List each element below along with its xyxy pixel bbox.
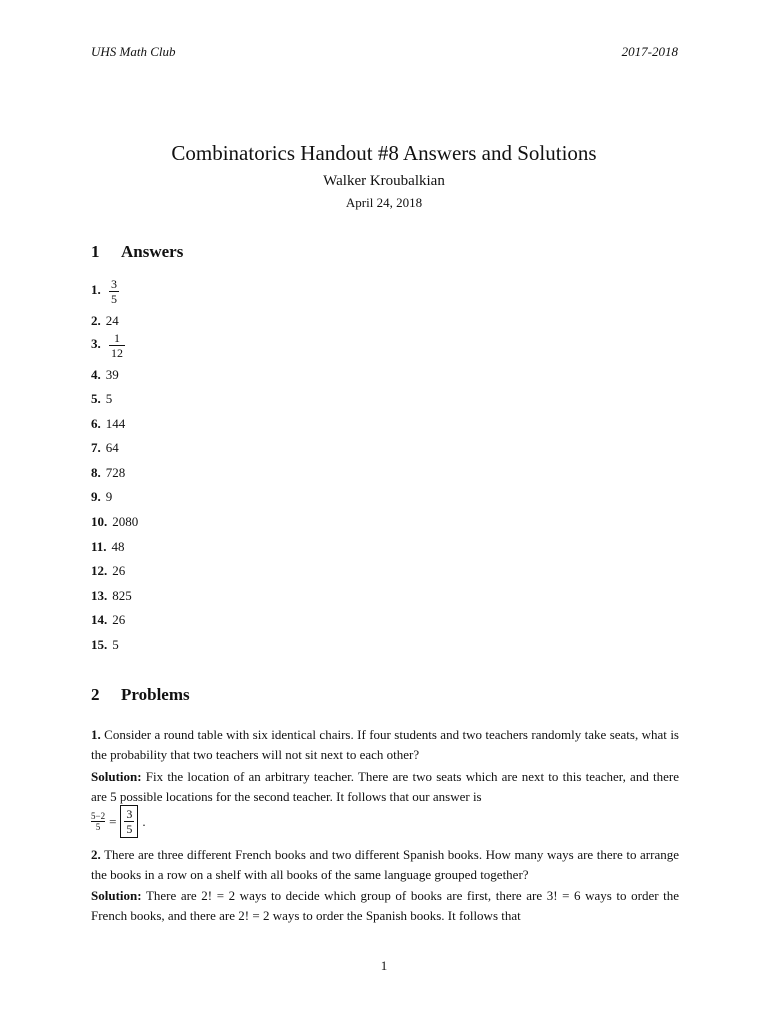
fraction-numerator: 5−2	[91, 811, 106, 821]
answer-value: 728	[105, 465, 126, 480]
answer-value: 24	[105, 313, 119, 328]
fraction-numerator: 1	[114, 331, 120, 345]
period: .	[142, 813, 146, 829]
problem-2	[91, 845, 679, 884]
problem-text: Consider a round table with six identical chairs. If four students and two teachers randomly take seats, what is the probability that two teachers will not sit next to each other?	[91, 727, 679, 762]
expression-fraction	[91, 811, 105, 832]
answer-label: 3.	[91, 336, 101, 352]
header-left: UHS Math Club	[91, 44, 176, 59]
answer-item	[91, 440, 119, 456]
answer-item	[91, 277, 119, 306]
answer-value: 144	[105, 416, 126, 431]
title-block	[0, 141, 768, 211]
answer-label: 12.	[91, 563, 108, 578]
answer-label: 8.	[91, 465, 101, 480]
answer-label: 13.	[91, 588, 108, 603]
fraction-denominator: 5	[111, 292, 117, 306]
answer-item	[91, 391, 112, 407]
answer-value: 5	[105, 391, 113, 406]
section-title: Answers	[121, 242, 184, 261]
answer-item	[91, 416, 125, 432]
solution-1	[91, 767, 679, 806]
answer-value: 64	[105, 440, 119, 455]
answer-fraction	[109, 277, 119, 306]
problem-label: 1.	[91, 727, 101, 742]
fraction-denominator: 5	[126, 822, 133, 836]
date: April 24, 2018	[345, 195, 423, 210]
page-number: 1	[380, 958, 388, 973]
answer-label: 5.	[91, 391, 101, 406]
section-answers-heading	[91, 242, 183, 262]
problem-text: There are three different French books and two different Spanish books. How many ways are there to arrange the books in a row on a shelf with all books of the same language grouped together?	[91, 847, 680, 882]
answer-label: 15.	[91, 637, 108, 652]
answer-value: 2080	[112, 514, 139, 529]
section-number: 2	[91, 685, 100, 704]
section-number: 1	[91, 242, 100, 261]
answer-fraction	[109, 331, 125, 360]
solution-2	[91, 886, 679, 925]
answer-label: 6.	[91, 416, 101, 431]
answer-label: 11.	[91, 539, 107, 554]
answer-value: 825	[112, 588, 132, 603]
answer-item	[91, 637, 119, 653]
fraction-denominator: 12	[111, 346, 123, 360]
answer-value: 48	[111, 539, 125, 554]
answer-value: 39	[105, 367, 119, 382]
problem-label: 2.	[91, 847, 101, 862]
solution-1-expression	[91, 805, 146, 838]
document-title: Combinatorics Handout #8 Answers and Solutions	[171, 141, 597, 165]
fraction-numerator: 3	[111, 277, 117, 291]
equals-sign: =	[109, 813, 117, 829]
answer-label: 14.	[91, 612, 108, 627]
answer-item	[91, 588, 132, 604]
answer-item	[91, 465, 125, 481]
answer-item	[91, 331, 125, 360]
fraction-denominator: 5	[95, 822, 101, 832]
problem-1	[91, 725, 679, 764]
answer-item	[91, 514, 138, 530]
answer-item	[91, 539, 125, 555]
answer-value: 9	[105, 489, 113, 504]
boxed-answer	[120, 805, 138, 838]
answer-item	[91, 563, 125, 579]
solution-label: Solution:	[91, 888, 142, 903]
answer-value: 26	[112, 612, 126, 627]
solution-text: There are 2! = 2 ways to decide which group of books are first, there are 3! = 6 ways to order the French books, and there are 2! = 2 ways to order the Spanish books. It follows that	[91, 888, 680, 923]
answer-label: 10.	[91, 514, 108, 529]
answer-value: 5	[112, 637, 119, 652]
section-problems-heading	[91, 685, 190, 705]
fraction-numerator: 3	[126, 807, 133, 821]
answer-label: 9.	[91, 489, 101, 504]
answer-item	[91, 489, 112, 505]
author: Walker Kroubalkian	[323, 173, 445, 189]
section-title: Problems	[121, 685, 190, 704]
answer-value: 26	[112, 563, 126, 578]
answer-fraction	[124, 807, 134, 836]
answer-item	[91, 367, 119, 383]
header-right: 2017-2018	[621, 44, 678, 59]
answer-label: 7.	[91, 440, 101, 455]
answer-label: 4.	[91, 367, 101, 382]
answer-label: 1.	[91, 282, 101, 298]
solution-text: Fix the location of an arbitrary teacher. There are two seats which are next to this teacher, and there are 5 possible locations for the second teacher. It follows that our answer is	[91, 769, 679, 804]
answer-item	[91, 313, 119, 329]
answer-label: 2.	[91, 313, 101, 328]
solution-label: Solution:	[91, 769, 142, 784]
answer-item	[91, 612, 125, 628]
